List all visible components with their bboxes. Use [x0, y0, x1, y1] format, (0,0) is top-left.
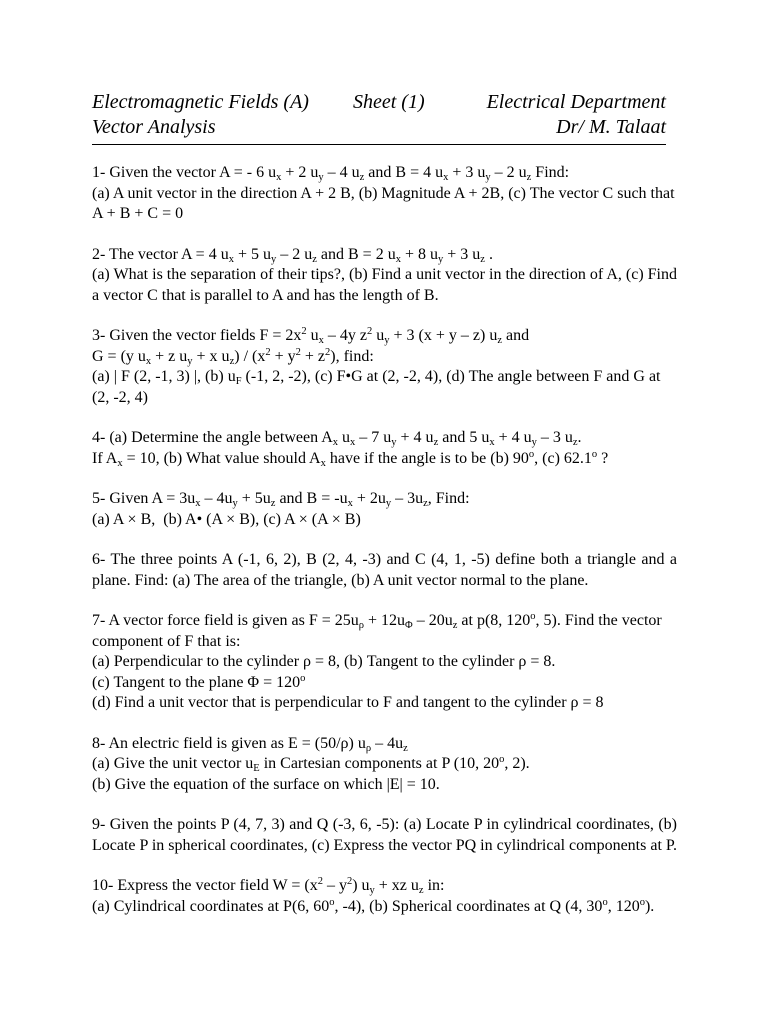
question-list [92, 163, 677, 937]
question-3-line-1: 3- Given the vector fields $F = 2x^2$ $u_x - 4y$ $z^2$ $u_y + 3$ (x + y – z) $u_z$ and [92, 326, 530, 346]
question-3-line-2: G = (y $u_x + z$ $u_y + x$ $u_z) / (x^2 + y^2 + z^2)$, find: [92, 346, 374, 367]
question-5-line-2: (a) A × B, (b) A• (A × B), (c) A × (A × B) [92, 510, 361, 528]
question-10-line-1: 10- Express the vector field $W = (x^2 - y^2) u_y$ + xz $u_z$ in: [92, 876, 445, 896]
question-8 [92, 734, 677, 796]
header-row-1 [92, 90, 666, 115]
question-6 [92, 550, 677, 591]
question-7-line-4: (d) Find a unit vector that is perpendicular to F and tangent to the cylinder ρ = 8 [92, 694, 604, 711]
question-3 [92, 326, 677, 408]
question-7-line-1: 7- A vector force field is given as $F = 25u_\rho + 12u_\Phi - 20u_z$ at p(8, 120$^o$, 5). Find the vector component of F that is: [92, 611, 662, 650]
question-9-line-1: 9- Given the points P (4, 7, 3) and Q (-3, 6, -5): (a) Locate P in cylindrical coordinates, (b) Locate P in spherical coordinates, (c) Express the vector PQ in cylindrical components at P. [92, 816, 678, 854]
question-1 [92, 163, 677, 225]
question-2 [92, 245, 677, 307]
question-8-line-3: (b) Give the equation of the surface on which |E| = 10. [92, 775, 440, 793]
question-5 [92, 489, 677, 530]
question-4-line-2: If $A_x = 10$, (b) What value should $A_x$ have if the angle is to be (b) 90$^o$, (c) 62.1$^o$ ? [92, 448, 609, 469]
question-4-line-1: 4- (a) Determine the angle between $A_x$ $u_x - 7$ $u_y + 4$ $u_z$ and 5 $u_x + 4$ $u_y - 3$ $u_z$. [92, 429, 582, 448]
question-10-line-2: (a) Cylindrical coordinates at P(6, 60$^o$, -4), (b) Spherical coordinates at Q (4, 30$^o$, 120$^o$). [92, 896, 655, 915]
topic-title: Vector Analysis [92, 116, 216, 138]
question-2-line-2: (a) What is the separation of their tips?, (b) Find a unit vector in the direction of A, (c) Find a vector C that is parallel to A and has the length of B. [92, 266, 677, 304]
question-8-line-1: 8- An electric field is given as E = (50/ρ) $u_\rho - 4u_z$ [92, 734, 408, 754]
sheet-number: Sheet (1) [353, 91, 425, 113]
question-7-line-3: (c) Tangent to the plane $\Phi = 120^o$ [92, 672, 306, 691]
question-5-line-1: 5- Given $A = 3u_x - 4u_y + 5u_z$ and $B = -u_x + 2u_y - 3u_z$, Find: [92, 490, 470, 509]
question-4 [92, 428, 677, 469]
question-7 [92, 611, 677, 714]
department-name: Electrical Department [486, 91, 666, 113]
question-2-line-1: 2- The vector A = 4 $u_x + 5$ $u_y - 2$ $u_z$ and B = 2 $u_x + 8$ $u_y + 3$ $u_z$ . [92, 245, 493, 265]
header-row-2 [92, 115, 666, 140]
question-1-line-2: (a) A unit vector in the direction A + 2 B, (b) Magnitude A + 2B, (c) The vector C such that A + B + C = 0 [92, 184, 675, 222]
question-10 [92, 876, 677, 917]
question-6-line-1: 6- The three points A (-1, 6, 2), B (2, 4, -3) and C (4, 1, -5) define both a triangle and a plane. Find: (a) The area of the triangle, (b) A unit vector normal to the plane. [92, 551, 677, 589]
question-1-line-1: 1- Given the vector A = - 6 $u_x + 2$ $u_y - 4$ $u_z$ and B = 4 $u_x + 3$ $u_y - 2$ $u_z$ Find: [92, 164, 570, 183]
question-3-line-3: (a) | F (2, -1, 3) |, (b) $u_F$ (-1, 2, -2), (c) F•G at (2, -2, 4), (d) The angle between F and G at (2, -2, 4) [92, 368, 661, 406]
question-8-line-2: (a) Give the unit vector $u_E$ in Cartesian components at P (10, 20$^o$, 2). [92, 754, 530, 774]
sheet-header [92, 90, 666, 145]
question-9 [92, 815, 677, 856]
instructor-name: Dr/ M. Talaat [556, 116, 666, 138]
course-title: Electromagnetic Fields (A) [92, 91, 309, 113]
question-7-line-2: (a) Perpendicular to the cylinder ρ = 8, (b) Tangent to the cylinder ρ = 8. [92, 653, 556, 670]
